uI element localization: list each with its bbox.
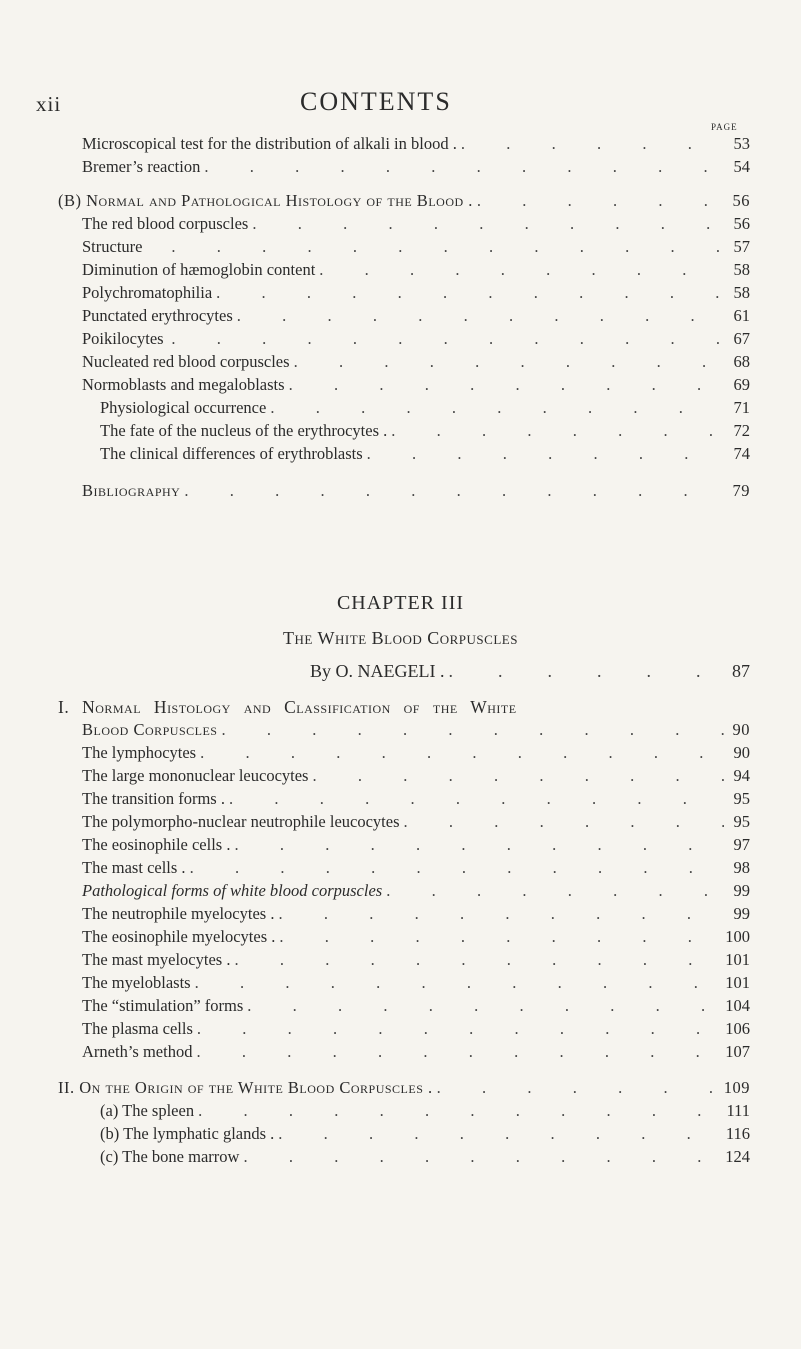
toc-entry-title: Arneth’s method xyxy=(82,1042,193,1061)
toc-entry xyxy=(82,996,750,1018)
toc-entry-title: The eosinophile cells . xyxy=(82,835,231,854)
toc-entry-page: 61 xyxy=(733,306,750,325)
leader-dots xyxy=(212,283,724,303)
leader-dots xyxy=(233,306,724,326)
toc-entry xyxy=(82,904,750,926)
toc-entry xyxy=(82,812,750,834)
toc-entry xyxy=(82,835,750,857)
leader-dots xyxy=(164,329,724,349)
section-i-heading-line2 xyxy=(82,720,750,742)
leader-dots xyxy=(239,1147,724,1167)
toc-entry-title: (B) Normal and Pathological Histology of the Blood . xyxy=(58,191,473,210)
toc-entry-title: Bremer’s reaction xyxy=(82,157,201,176)
toc-entry-page: 57 xyxy=(733,237,750,256)
chapter-author xyxy=(310,661,750,683)
running-title: CONTENTS xyxy=(300,87,452,116)
leader-dots xyxy=(387,421,724,441)
toc-entry-title: Structure xyxy=(82,237,143,256)
toc-entry-page: 90 xyxy=(733,743,750,762)
toc-entry-title: The “stimulation” forms xyxy=(82,996,244,1015)
toc-entry-title: Poikilocytes xyxy=(82,329,164,348)
toc-entry xyxy=(82,329,750,351)
toc-entry xyxy=(100,1147,750,1169)
page-number: xii xyxy=(36,92,62,116)
toc-entry xyxy=(82,214,750,236)
toc-entry xyxy=(100,421,750,443)
leader-dots xyxy=(230,835,724,855)
toc-entry xyxy=(82,283,750,305)
leader-dots xyxy=(218,720,725,740)
leader-dots xyxy=(186,858,724,878)
toc-entry-italic xyxy=(82,881,750,903)
leader-dots xyxy=(230,950,724,970)
chapter-heading: CHAPTER III xyxy=(336,592,465,614)
toc-entry-title: Punctated erythrocytes xyxy=(82,306,233,325)
toc-entry-page: 99 xyxy=(733,904,750,923)
toc-entry-title: II. On the Origin of the White Blood Corpuscles . xyxy=(58,1078,433,1097)
toc-entry-page: 97 xyxy=(733,835,750,854)
toc-entry-title: Normoblasts and megaloblasts xyxy=(82,375,285,394)
toc-entry xyxy=(100,398,750,420)
leader-dots xyxy=(225,789,724,809)
leader-dots xyxy=(274,1124,724,1144)
toc-entry-title: (c) The bone marrow xyxy=(100,1147,240,1166)
toc-entry-page: 107 xyxy=(725,1042,750,1061)
toc-entry-title: Microscopical test for the distribution of alkali in blood . xyxy=(82,134,457,153)
leader-dots xyxy=(275,927,724,947)
toc-entry xyxy=(82,950,750,972)
bibliography-entry xyxy=(82,481,750,503)
leader-dots xyxy=(308,766,724,786)
toc-entry-page: 71 xyxy=(733,398,750,417)
leader-dots xyxy=(457,134,724,154)
toc-entry-title: The lymphocytes xyxy=(82,743,197,762)
toc-entry-page: 101 xyxy=(725,950,750,969)
toc-entry-title: The fate of the nucleus of the erythrocytes . xyxy=(100,421,388,440)
toc-entry-page: 56 xyxy=(733,214,750,233)
toc-entry-title: The clinical differences of erythroblasts xyxy=(100,444,363,463)
author-line: By O. NAEGELI . xyxy=(310,661,445,681)
toc-entry-page: 104 xyxy=(725,996,750,1015)
toc-entry-title: The red blood corpuscles xyxy=(82,214,249,233)
toc-entry-page: 98 xyxy=(733,858,750,877)
toc-entry-page: 116 xyxy=(725,1124,750,1143)
chapter-title: The White Blood Corpuscles xyxy=(283,628,518,648)
toc-entry-title: The mast myelocytes . xyxy=(82,950,231,969)
leader-dots xyxy=(142,237,724,257)
toc-entry-page: 109 xyxy=(723,1078,750,1097)
author-page: 87 xyxy=(732,661,750,681)
toc-entry-page: 124 xyxy=(725,1147,750,1166)
leader-dots xyxy=(196,743,724,763)
toc-entry-page: 100 xyxy=(725,927,750,946)
toc-entry xyxy=(82,134,750,156)
toc-entry-page: 58 xyxy=(733,283,750,302)
toc-entry-page: 111 xyxy=(726,1101,750,1120)
leader-dots xyxy=(274,904,724,924)
toc-entry-title: Physiological occurrence xyxy=(100,398,267,417)
toc-entry-page: 54 xyxy=(733,157,750,176)
leader-dots xyxy=(180,481,724,501)
toc-entry-title: Blood Corpuscles xyxy=(82,720,218,739)
toc-entry-page: 74 xyxy=(733,444,750,463)
toc-entry-page: 69 xyxy=(733,375,750,394)
toc-entry-page: 79 xyxy=(732,481,750,500)
toc-entry-title: The eosinophile myelocytes . xyxy=(82,927,276,946)
toc-entry-title: The polymorpho-nuclear neutrophile leucocytes xyxy=(82,812,400,831)
toc-entry xyxy=(100,1101,750,1123)
toc-entry xyxy=(82,766,750,788)
leader-dots xyxy=(266,398,724,418)
leader-dots xyxy=(473,191,724,211)
toc-entry xyxy=(82,352,750,374)
toc-entry xyxy=(82,1019,750,1041)
leader-dots xyxy=(200,157,724,177)
leader-dots xyxy=(192,1042,724,1062)
toc-entry xyxy=(82,157,750,179)
toc-entry-page: 106 xyxy=(725,1019,750,1038)
leader-dots xyxy=(194,1101,724,1121)
toc-entry-page: 99 xyxy=(733,881,750,900)
toc-entry-title: The transition forms . xyxy=(82,789,225,808)
toc-entry-page: 67 xyxy=(733,329,750,348)
section-i-heading-line1: I. Normal Histology and Classification of the White xyxy=(58,697,517,717)
toc-entry xyxy=(82,306,750,328)
toc-entry-title: Bibliography xyxy=(82,481,181,500)
toc-entry xyxy=(82,375,750,397)
toc-entry-page: 95 xyxy=(733,789,750,808)
toc-entry-page: 90 xyxy=(732,720,750,739)
leader-dots xyxy=(315,260,724,280)
leader-dots xyxy=(400,812,724,832)
toc-entry xyxy=(100,444,750,466)
toc-entry xyxy=(82,743,750,765)
leader-dots xyxy=(444,661,724,682)
toc-entry-page: 94 xyxy=(733,766,750,785)
toc-entry-title: The mast cells . xyxy=(82,858,186,877)
page-column-label: PAGE xyxy=(711,122,738,132)
toc-entry-title: The myeloblasts xyxy=(82,973,191,992)
toc-entry-page: 56 xyxy=(732,191,750,210)
toc-entry-title: Diminution of hæmoglobin content xyxy=(82,260,316,279)
leader-dots xyxy=(290,352,724,372)
leader-dots xyxy=(382,881,724,901)
toc-entry xyxy=(82,237,750,259)
toc-entry-title: Polychromatophilia xyxy=(82,283,213,302)
toc-entry-page: 58 xyxy=(733,260,750,279)
toc-entry-title: The large mononuclear leucocytes xyxy=(82,766,309,785)
toc-entry-title: The neutrophile myelocytes . xyxy=(82,904,275,923)
leader-dots xyxy=(193,1019,724,1039)
leader-dots xyxy=(285,375,724,395)
leader-dots xyxy=(243,996,724,1016)
toc-entry-page: 95 xyxy=(733,812,750,831)
leader-dots xyxy=(248,214,724,234)
section-ii-heading xyxy=(58,1078,750,1100)
toc-entry xyxy=(82,858,750,880)
toc-entry xyxy=(82,927,750,949)
leader-dots xyxy=(433,1078,724,1098)
toc-entry-page: 72 xyxy=(733,421,750,440)
toc-entry xyxy=(82,789,750,811)
toc-entry-title: Nucleated red blood corpuscles xyxy=(82,352,290,371)
toc-entry-page: 101 xyxy=(725,973,750,992)
toc-entry xyxy=(82,973,750,995)
toc-entry xyxy=(82,260,750,282)
toc-entry-title: Pathological forms of white blood corpuscles xyxy=(82,881,383,900)
leader-dots xyxy=(363,444,724,464)
leader-dots xyxy=(191,973,724,993)
toc-entry-title: (a) The spleen xyxy=(100,1101,195,1120)
toc-entry-page: 68 xyxy=(733,352,750,371)
toc-entry-title: The plasma cells xyxy=(82,1019,193,1038)
toc-entry xyxy=(100,1124,750,1146)
section-heading-b xyxy=(58,191,750,213)
toc-entry-title: (b) The lymphatic glands . xyxy=(100,1124,275,1143)
toc-entry-page: 53 xyxy=(733,134,750,153)
toc-entry xyxy=(82,1042,750,1064)
